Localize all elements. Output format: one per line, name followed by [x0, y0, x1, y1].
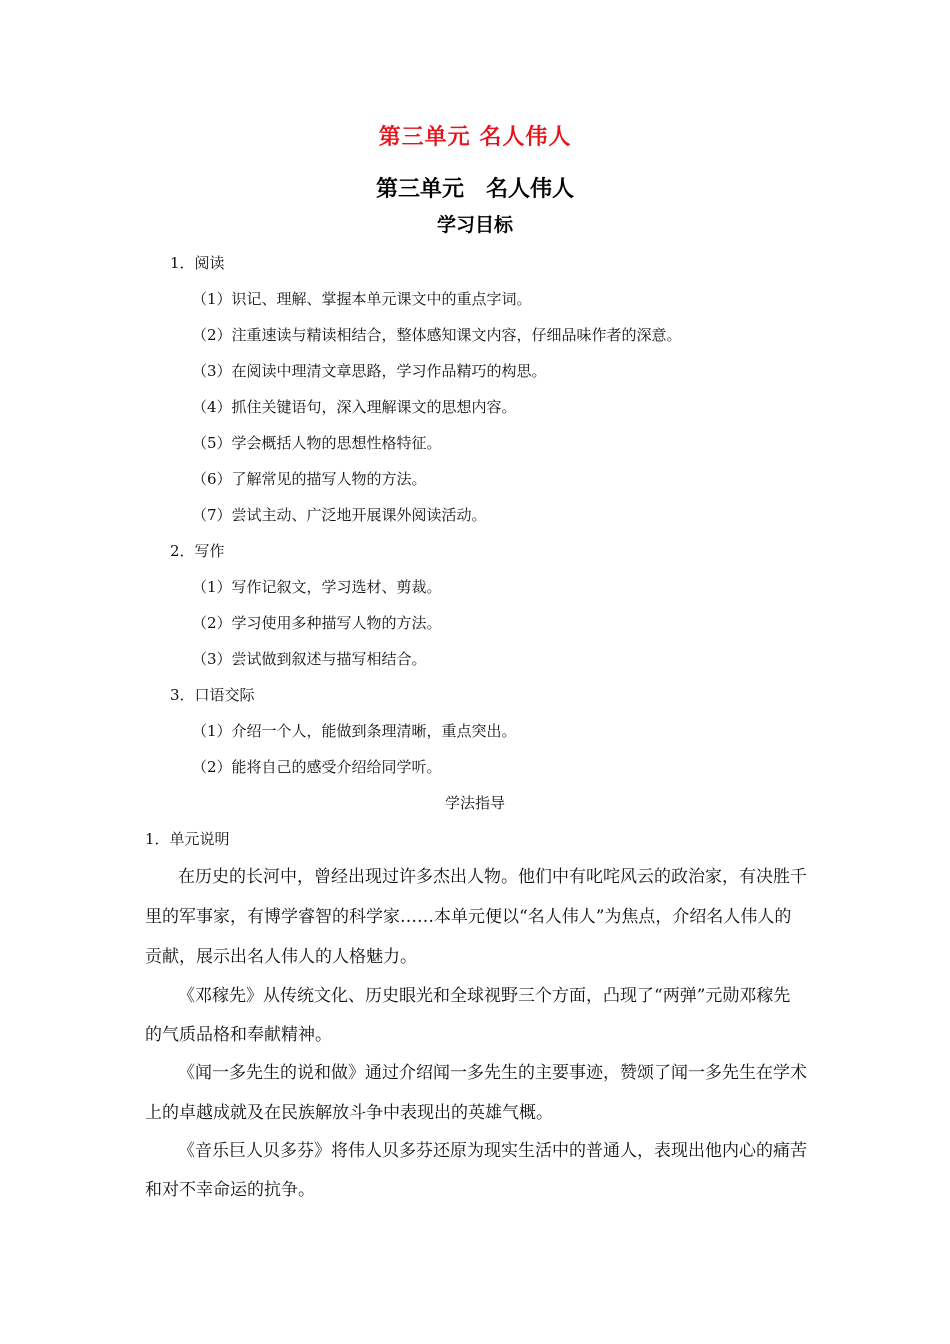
learning-goals-title: 学习目标: [436, 214, 513, 236]
paragraph-line: 在历史的长河中，曾经出现过许多杰出人物。他们中有叱咤风云的政治家，有决胜千: [178, 867, 807, 887]
paragraph-line: 贡献，展示出名人伟人的人格魅力。: [145, 947, 417, 967]
paragraph-line: 的气质品格和奉献精神。: [145, 1025, 332, 1045]
section-heading-writing: 2．写作: [170, 542, 225, 560]
list-item: （5）学会概括人物的思想性格特征。: [192, 434, 442, 452]
paragraph-line: 《音乐巨人贝多芬》将伟人贝多芬还原为现实生活中的普通人，表现出他内心的痛苦: [178, 1141, 807, 1161]
list-item: （7）尝试主动、广泛地开展课外阅读活动。: [192, 506, 487, 524]
paragraph-line: 上的卓越成就及在民族解放斗争中表现出的英雄气概。: [145, 1103, 553, 1123]
section-heading-speaking: 3．口语交际: [170, 686, 255, 704]
unit-title: 第三单元 名人伟人: [375, 177, 574, 202]
list-item: （3）尝试做到叙述与描写相结合。: [192, 650, 427, 668]
paragraph-line: 《闻一多先生的说和做》通过介绍闻一多先生的主要事迹，赞颂了闻一多先生在学术: [178, 1063, 807, 1083]
list-item: （6）了解常见的描写人物的方法。: [192, 470, 427, 488]
list-item: （1）写作记叙文，学习选材、剪裁。: [192, 578, 442, 596]
paragraph-line: 《邓稼先》从传统文化、历史眼光和全球视野三个方面，凸现了“两弹”元勋邓稼先: [178, 986, 791, 1006]
list-item: （1）识记、理解、掌握本单元课文中的重点字词。: [192, 290, 532, 308]
paragraph-line: 里的军事家，有博学睿智的科学家……本单元便以“名人伟人”为焦点，介绍名人伟人的: [145, 907, 792, 927]
section-heading-reading: 1．阅读: [170, 254, 225, 272]
list-item: （2）学习使用多种描写人物的方法。: [192, 614, 442, 632]
unit-description-heading: 1．单元说明: [145, 830, 230, 848]
list-item: （2）能将自己的感受介绍给同学听。: [192, 758, 442, 776]
list-item: （2）注重速读与精读相结合，整体感知课文内容，仔细品味作者的深意。: [192, 326, 682, 344]
list-item: （1）介绍一个人，能做到条理清晰，重点突出。: [192, 722, 517, 740]
list-item: （3）在阅读中理清文章思路，学习作品精巧的构思。: [192, 362, 547, 380]
unit-title-red: 第三单元 名人伟人: [378, 125, 572, 150]
list-item: （4）抓住关键语句，深入理解课文的思想内容。: [192, 398, 517, 416]
study-guide-heading: 学法指导: [444, 794, 505, 812]
paragraph-line: 和对不幸命运的抗争。: [145, 1180, 315, 1200]
